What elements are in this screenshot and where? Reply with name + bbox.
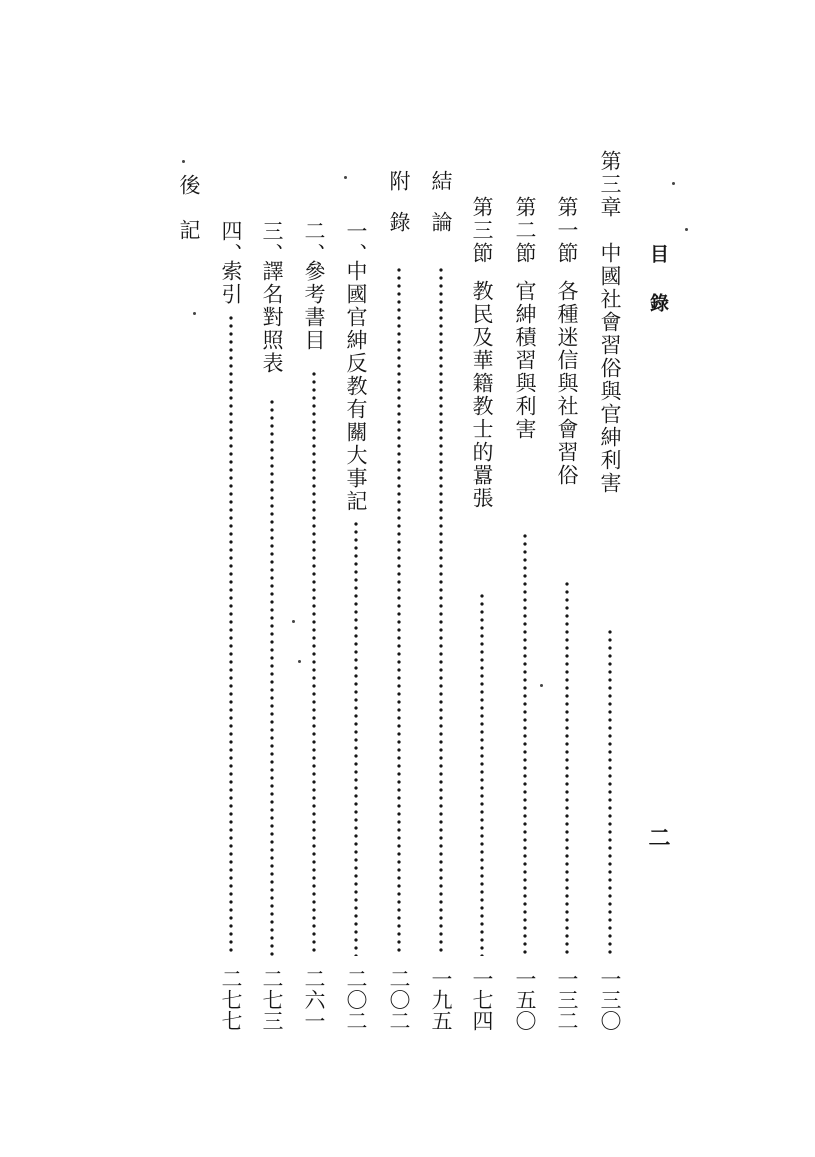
scan-speck: [298, 660, 301, 663]
toc-leader-dots: [354, 520, 358, 956]
toc-entry-section-1[interactable]: [554, 196, 580, 1040]
running-head-section: 目錄: [647, 244, 669, 342]
toc-entry-section-2[interactable]: [512, 196, 538, 1040]
toc-label: 二、: [302, 220, 326, 266]
toc-leader-dots: [312, 370, 316, 956]
scan-speck: [672, 182, 675, 185]
scan-speck: [540, 684, 543, 687]
toc-leader-dots: [608, 628, 612, 958]
toc-page-number: 一三二: [555, 968, 579, 1031]
scan-speck: [193, 312, 196, 315]
toc-label: 三、: [260, 220, 284, 266]
toc-leader-dots: [229, 314, 233, 956]
toc-title: 官紳積習與利害: [513, 280, 537, 441]
toc-title: 參考書目: [302, 260, 326, 352]
toc-label: 第二節: [513, 196, 537, 265]
scan-speck: [292, 620, 295, 623]
toc-title: 索引: [219, 260, 243, 306]
toc-label: 一、: [344, 220, 368, 266]
toc-page-number: 二七七: [219, 968, 243, 1031]
toc-label: 結論: [429, 170, 453, 252]
toc-page-number: 一五〇: [513, 968, 537, 1031]
toc-title: 中國官紳反教有關大事記: [344, 260, 368, 513]
toc-page-number: 二六一: [302, 968, 326, 1031]
toc-entry-appendix-4[interactable]: [218, 220, 244, 1040]
toc-leader-dots: [523, 532, 527, 956]
toc-entry-appendix-3[interactable]: [259, 220, 285, 1040]
toc-entry-afterword[interactable]: [176, 174, 202, 264]
toc-entry-appendix-2[interactable]: [301, 220, 327, 1040]
toc-page-number: 一九五: [429, 968, 453, 1031]
toc-entry-appendix-1[interactable]: [343, 220, 369, 1040]
toc-page-number: 二七三: [260, 968, 284, 1031]
toc-title: 各種迷信與社會習俗: [555, 280, 579, 487]
toc-label: 附錄: [387, 170, 411, 252]
toc-leader-dots: [397, 266, 401, 956]
scan-speck: [685, 228, 688, 231]
toc-leader-dots: [480, 592, 484, 956]
toc-label: 四、: [219, 220, 243, 266]
toc-entry-appendix[interactable]: [386, 170, 412, 1040]
toc-leader-dots: [565, 580, 569, 956]
toc-entry-chapter-3[interactable]: [597, 150, 623, 1040]
toc-label: 後記: [177, 174, 201, 264]
toc-label: 第三章: [598, 150, 622, 219]
toc-page-number: 一七四: [470, 968, 494, 1031]
toc-label: 第一節: [555, 196, 579, 265]
scan-speck: [344, 176, 347, 179]
toc-page-number: 二〇二: [387, 968, 411, 1031]
toc-page-number: 一三〇: [598, 968, 622, 1031]
toc-entry-section-3[interactable]: [469, 196, 495, 1040]
toc-leader-dots: [439, 266, 443, 956]
toc-entry-conclusion[interactable]: [428, 170, 454, 1040]
toc-title: 譯名對照表: [260, 260, 284, 375]
running-head-page-number: 二: [645, 826, 671, 848]
toc-label: 第三節: [470, 196, 494, 265]
toc-title: 中國社會習俗與官紳利害: [598, 242, 622, 495]
toc-title: 教民及華籍教士的囂張: [470, 280, 494, 510]
toc-leader-dots: [270, 398, 274, 956]
scan-speck: [182, 160, 185, 163]
toc-page-number: 二〇二: [344, 968, 368, 1031]
